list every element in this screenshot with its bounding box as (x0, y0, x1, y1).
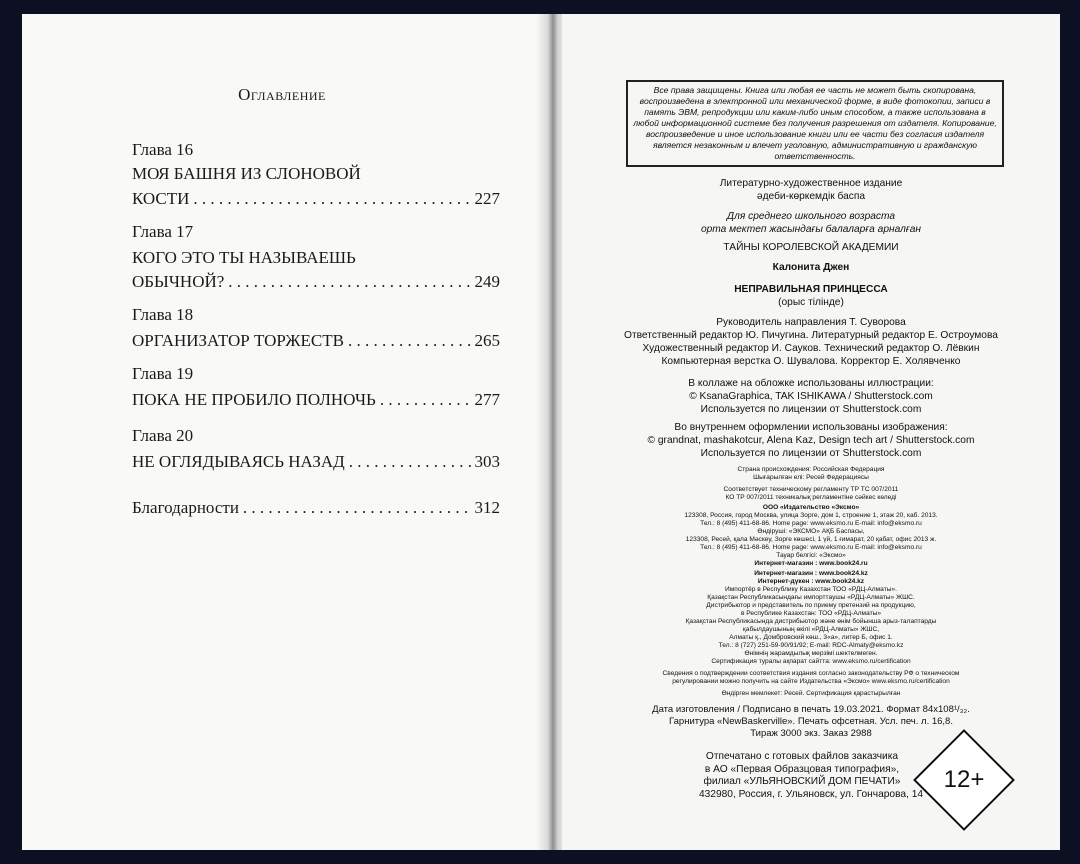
fine-print: Өнімнің жарамдылық мерзімі шектелмеген. (744, 650, 878, 657)
toc-line (132, 272, 500, 292)
cover-images-line: © KsanaGraphica, TAK ISHIKAWA / Shutterstock.com (689, 391, 933, 402)
credit-line: Ответственный редактор Ю. Пичугина. Литературный редактор Е. Остроумова (624, 330, 998, 341)
rights-notice: Все права защищены. Книга или любая ее часть не может быть скопирована, воспроизведена в электронной или механической форме, в виде фотокопии, записи в память ЭВМ, репродукции или каким-либо иным способом, а также использована в любой информационной системе без получения разрешения от издателя. Копирование, воспроизведение и иное использование книги или ее части без согласия издателя является незаконным и влечет уголовную, административную и гражданскую ответственность. (626, 80, 1004, 167)
toc-title: Оглавление (238, 85, 326, 104)
printer-line: филиал «УЛЬЯНОВСКИЙ ДОМ ПЕЧАТИ» (703, 776, 901, 787)
fine-print: қабылдаушының өкілі «РДЦ-Алматы» ЖШС, (742, 626, 880, 633)
printer-block (682, 751, 922, 789)
printer-line: в АО «Первая Образцовая типография», (704, 763, 900, 775)
fine-print: ООО «Издательство «Эксмо» (762, 504, 860, 511)
chapter-20-label: Глава 20 (132, 426, 194, 445)
fine-print: Интернет-магазин : www.book24.kz (754, 570, 868, 577)
toc-line-text: Благодарности (132, 498, 239, 517)
leader-dots (228, 272, 470, 292)
page-number: 227 (474, 189, 500, 208)
chapter-16-label: Глава 16 (132, 140, 194, 159)
toc-line-text: ОРГАНИЗАТОР ТОРЖЕСТВ (132, 331, 344, 350)
page-number: 249 (474, 272, 500, 291)
toc-line-text: ОБЫЧНОЙ? (132, 272, 225, 291)
toc-line-text: КОГО ЭТО ТЫ НАЗЫВАЕШЬ (132, 248, 356, 267)
toc-line (132, 390, 500, 410)
fine-print: Тел.: 8 (495) 411-68-86. Home page: www.eksmo.ru E-mail: info@eksmo.ru (700, 520, 922, 527)
toc-line (132, 248, 500, 268)
toc-line (132, 164, 500, 184)
toc-line (132, 452, 500, 472)
page-number: 312 (474, 498, 500, 517)
fine-print: Қазақстан Республикасында дистрибьютор және өнім бойынша арыз-талаптарды (685, 618, 937, 625)
page-number: 265 (474, 331, 500, 350)
page-number: 303 (474, 452, 500, 471)
fine-print: Интернет-магазин : www.book24.ru (754, 560, 868, 567)
fine-print: Тел.: 8 (495) 411-68-86. Home page: www.eksmo.ru E-mail: info@eksmo.ru (700, 544, 922, 551)
print-info-line: Дата изготовления / Подписано в печать 19.03.2021. Формат 84x108¹/₃₂. (652, 704, 970, 715)
toc-line-thanks (132, 498, 500, 518)
fine-print: Шығарылған елі: Ресей Федерациясы (753, 474, 869, 481)
leader-dots (348, 331, 471, 351)
fine-print: Дистрибьютор и представитель по приему претензий на продукцию, (706, 602, 916, 609)
book-title: НЕПРАВИЛЬНАЯ ПРИНЦЕССА (734, 284, 888, 295)
leader-dots (349, 452, 471, 472)
printer-line: Отпечатано с готовых файлов заказчика (705, 751, 899, 762)
fine-print: Тел.: 8 (727) 251-59-90/91/92; E-mail: RDC-Almaty@eksmo.kz (718, 642, 904, 649)
fine-print: Тауар белгісі: «Эксмо» (776, 552, 846, 559)
age-kz: орта мектеп жасындағы балаларға арналған (700, 224, 922, 235)
toc-line-text: МОЯ БАШНЯ ИЗ СЛОНОВОЙ (132, 164, 361, 183)
chapter-17-label: Глава 17 (132, 222, 194, 241)
leader-dots (380, 390, 471, 410)
chapter-18-label: Глава 18 (132, 305, 194, 324)
fine-print: Алматы қ., Домбровский көш., 3«а», литер Б, офис 1. (729, 634, 893, 641)
genre-kz: әдеби-көркемдік баспа (756, 191, 866, 202)
leader-dots (193, 189, 470, 209)
inner-images-line: Во внутреннем оформлении использованы изображения: (674, 422, 948, 433)
fine-print: Соответствует техническому регламенту ТР ТС 007/2011 (723, 486, 899, 493)
leader-dots (243, 498, 471, 518)
cover-images-line: Используется по лицензии от Shutterstock.com (700, 404, 922, 415)
fine-print: регулировании можно получить на сайте Издательства «Эксмо» www.eksmo.ru/certification (672, 678, 950, 685)
toc-line-text: ПОКА НЕ ПРОБИЛО ПОЛНОЧЬ (132, 390, 376, 409)
author: Калонита Джен (772, 262, 850, 273)
fine-print: Страна происхождения: Российская Федерация (737, 466, 885, 473)
page-number: 277 (474, 390, 500, 409)
inner-images-line: Используется по лицензии от Shutterstock.com (700, 448, 922, 459)
fine-print: Импортёр в Республику Казахстан ТОО «РДЦ-Алматы». (725, 586, 897, 593)
credit-line: Компьютерная верстка О. Шувалова. Корректор Е. Холявченко (661, 356, 961, 367)
right-page (562, 14, 1060, 850)
toc-line (132, 331, 500, 351)
fine-print: 123308, Ресей, қала Мәскеу, Зорге көшесі, 1 үй, 1 ғимарат, 20 қабат, офис 2013 ж. (685, 536, 937, 543)
left-page (22, 14, 542, 850)
series-title: ТАЙНЫ КОРОЛЕВСКОЙ АКАДЕМИИ (723, 242, 899, 253)
fine-print: в Республике Казахстан: ТОО «РДЦ-Алматы» (740, 610, 882, 617)
cover-images-line: В коллаже на обложке использованы иллюстрации: (688, 378, 934, 389)
fine-print: Өндірген мемлекет: Ресей. Сертификация қарастырылған (721, 690, 901, 697)
fine-print: Сведения о подтверждении соответствия издания согласно законодательству РФ о техническом (662, 670, 960, 677)
print-info-line: Гарнитура «NewBaskerville». Печать офсетная. Усл. печ. л. 16,8. (669, 716, 953, 727)
age-rating-text: 12+ (943, 766, 985, 793)
toc-line-text: НЕ ОГЛЯДЫВАЯСЬ НАЗАД (132, 452, 345, 471)
printer-address: 432980, Россия, г. Ульяновск, ул. Гончарова, 14 (698, 789, 924, 800)
language-note: (орыс тілінде) (778, 297, 844, 308)
toc-line (132, 189, 500, 209)
fine-print: 123308, Россия, город Москва, улица Зорге, дом 1, строение 1, этаж 20, каб. 2013. (684, 512, 938, 519)
genre-ru: Литературно-художественное издание (719, 178, 903, 189)
credit-line: Руководитель направления Т. Суворова (716, 317, 906, 328)
age-ru: Для среднего школьного возраста (726, 211, 896, 222)
fine-print: Сертификация туралы ақпарат сайтта: www.eksmo.ru/certification (711, 658, 911, 665)
chapter-19-label: Глава 19 (132, 364, 194, 383)
age-rating-badge (928, 744, 1000, 816)
fine-print: КО ТР 007/2011 техникалық регламентіне сәйкес келеді (725, 494, 897, 501)
fine-print: Интернет-дүкен : www.book24.kz (757, 578, 865, 585)
credit-line: Художественный редактор И. Сауков. Технический редактор О. Лёвкин (642, 343, 980, 354)
print-info-line: Тираж 3000 экз. Заказ 2988 (750, 728, 872, 739)
fine-print: Қазақстан Республикасындағы импорттаушы «РДЦ-Алматы» ЖШС. (707, 594, 915, 601)
toc-line-text: КОСТИ (132, 189, 190, 208)
fine-print: Өндіруші: «ЭКСМО» АҚБ Баспасы, (757, 528, 865, 535)
inner-images-line: © grandnat, mashakotcur, Alena Kaz, Design tech art / Shutterstock.com (647, 435, 975, 446)
